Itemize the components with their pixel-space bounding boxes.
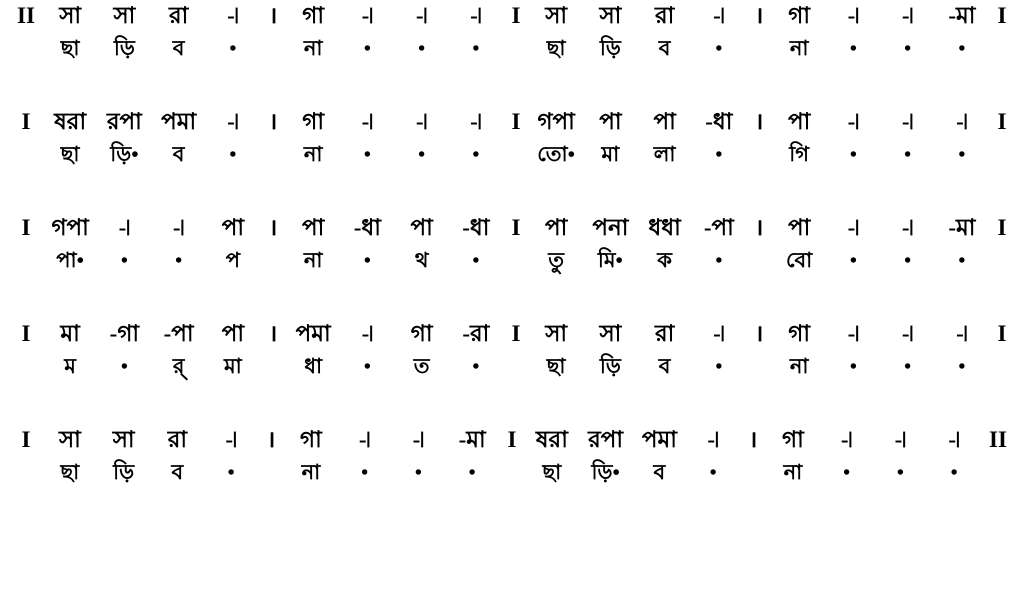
notation-cell: পা: [301, 215, 325, 240]
notation-cell: -ধা: [462, 215, 490, 240]
lyric-cell: ছা: [60, 142, 80, 166]
lyric-cell: পা•: [56, 248, 84, 272]
notation-cell: -৷: [361, 109, 374, 134]
lyric-cell: •: [418, 144, 426, 166]
notation-cell: -৷: [847, 109, 860, 134]
notation-cell: -৷: [901, 3, 914, 28]
notation-cell: -৷: [412, 427, 425, 452]
bar-marker: ।: [268, 109, 278, 134]
lyric-cell: •: [849, 38, 857, 60]
notation-cell: পমা: [295, 321, 331, 346]
notation-cell: -মা: [458, 427, 486, 452]
lyric-cell: •: [715, 144, 723, 166]
lyric-cell: •: [849, 144, 857, 166]
notation-cell: -৷: [358, 427, 371, 452]
lyric-cell: ড়ি•: [591, 460, 620, 484]
bar-marker: ।: [266, 427, 276, 452]
notation-cell: সা: [113, 3, 136, 28]
lyric-cell: •: [472, 356, 480, 378]
notation-cell: -৷: [847, 215, 860, 240]
notation-cell: -৷: [713, 3, 725, 28]
bar-marker: I: [511, 215, 521, 240]
notation-cell: -৷: [901, 321, 914, 346]
notation-cell: গপা: [51, 215, 89, 240]
notation-cell: -৷: [901, 109, 914, 134]
lyric-cell: ছা: [542, 460, 562, 484]
lyric-cell: •: [904, 38, 912, 60]
notation-cell: রা: [167, 427, 188, 452]
bar-marker: I: [997, 215, 1007, 240]
notation-cell: ষরা: [535, 427, 568, 452]
bar-marker: ।: [268, 3, 278, 28]
notation-cell: -৷: [948, 427, 960, 452]
notation-cell: -৷: [894, 427, 907, 452]
notation-cell: পা: [221, 215, 245, 240]
lyric-cell: ছা: [546, 354, 566, 378]
notation-cell: পমা: [641, 427, 677, 452]
notation-cell: -৷: [847, 3, 860, 28]
notation-cell: -৷: [713, 321, 725, 346]
bar-marker: ।: [268, 215, 278, 240]
lyric-cell: •: [709, 462, 717, 484]
notation-cell: -৷: [361, 321, 374, 346]
notation-cell: পমা: [161, 109, 197, 134]
bar-marker: I: [507, 427, 517, 452]
notation-cell: -৷: [470, 3, 482, 28]
lyric-cell: মা: [601, 142, 620, 166]
lyric-cell: •: [363, 38, 371, 60]
notation-row: [9, 106, 1015, 140]
lyric-cell: ম: [64, 354, 76, 378]
notation-cell: পা: [787, 109, 811, 134]
notation-cell: সা: [545, 3, 568, 28]
notation-cell: -মা: [948, 3, 976, 28]
lyric-cell: তো•: [537, 142, 575, 166]
notation-cell: -৷: [227, 109, 239, 134]
bar-marker: ।: [268, 321, 278, 346]
lyric-cell: •: [120, 250, 128, 272]
lyric-cell: গি: [789, 142, 810, 166]
notation-cell: -৷: [707, 427, 719, 452]
notation-cell: -৷: [227, 3, 239, 28]
notation-cell: রা: [654, 3, 675, 28]
notation-cell: -৷: [956, 321, 968, 346]
lyric-cell: ছা: [546, 36, 566, 60]
lyric-cell: •: [896, 462, 904, 484]
notation-cell: সা: [59, 3, 82, 28]
lyric-cell: •: [120, 356, 128, 378]
notation-cell: -৷: [118, 215, 131, 240]
bar-marker: I: [511, 3, 521, 28]
notation-cell: রা: [654, 321, 675, 346]
notation-cell: -৷: [415, 109, 428, 134]
lyric-cell: •: [468, 462, 476, 484]
notation-cell: মা: [60, 321, 80, 346]
bar-marker: I: [21, 109, 31, 134]
notation-cell: -মা: [948, 215, 976, 240]
bar-marker: I: [997, 109, 1007, 134]
notation-cell: -৷: [840, 427, 853, 452]
lyric-cell: •: [414, 462, 422, 484]
lyric-cell: মা: [223, 354, 242, 378]
lyric-cell: ধা: [304, 354, 323, 378]
lyric-cell: •: [363, 356, 371, 378]
lyric-cell: •: [950, 462, 958, 484]
lyric-cell: •: [843, 462, 851, 484]
lyric-cell: ড়ি: [599, 354, 621, 378]
notation-cell: ধধা: [648, 215, 681, 240]
notation-cell: পা: [410, 215, 433, 240]
lyric-cell: •: [363, 144, 371, 166]
bar-marker: I: [21, 427, 31, 452]
notation-cell: -৷: [470, 109, 482, 134]
lyric-cell: ছা: [60, 36, 80, 60]
lyrics-row: [9, 246, 1015, 278]
notation-cell: গা: [788, 3, 810, 28]
lyric-cell: •: [472, 250, 480, 272]
lyric-cell: ব: [653, 460, 666, 484]
notation-cell: রা: [168, 3, 189, 28]
lyric-cell: •: [418, 38, 426, 60]
bar-marker: I: [21, 321, 31, 346]
lyric-cell: •: [229, 144, 237, 166]
lyrics-row: [9, 352, 1015, 384]
notation-cell: সা: [112, 427, 135, 452]
lyric-cell: •: [904, 356, 912, 378]
notation-row: [9, 424, 1015, 458]
notation-cell: -৷: [172, 215, 185, 240]
notation-cell: পা: [787, 215, 811, 240]
lyrics-row: [9, 140, 1015, 172]
lyrics-row: [9, 458, 1015, 490]
notation-cell: -৷: [901, 215, 914, 240]
notation-cell: গা: [410, 321, 433, 346]
notation-cell: সা: [599, 3, 622, 28]
lyric-cell: প: [225, 248, 240, 272]
lyric-cell: ব: [171, 460, 184, 484]
notation-cell: গা: [782, 427, 804, 452]
notation-cell: -ধা: [353, 215, 381, 240]
lyric-cell: •: [904, 250, 912, 272]
lyric-cell: •: [715, 356, 723, 378]
notation-cell: গা: [300, 427, 322, 452]
lyric-cell: ব: [172, 36, 185, 60]
bar-marker: I: [511, 321, 521, 346]
notation-line: [0, 0, 1024, 106]
notation-line: [0, 212, 1024, 318]
notation-cell: -গা: [109, 321, 140, 346]
notation-cell: রপা: [588, 427, 624, 452]
lyric-cell: •: [958, 144, 966, 166]
lyric-cell: •: [958, 356, 966, 378]
notation-cell: -ধা: [705, 109, 733, 134]
lyric-cell: না: [789, 354, 809, 378]
notation-cell: পনা: [592, 215, 629, 240]
bar-marker: I: [21, 215, 31, 240]
lyric-cell: •: [904, 144, 912, 166]
notation-cell: পা: [653, 109, 676, 134]
lyric-cell: •: [849, 356, 857, 378]
lyric-cell: মি•: [597, 248, 623, 272]
notation-cell: -পা: [163, 321, 194, 346]
notation-row: [9, 0, 1015, 34]
lyric-cell: না: [789, 36, 809, 60]
lyric-cell: •: [472, 144, 480, 166]
notation-cell: -৷: [361, 3, 374, 28]
lyric-cell: •: [227, 462, 235, 484]
notation-cell: ষরা: [54, 109, 87, 134]
notation-cell: সা: [545, 321, 568, 346]
notation-cell: সা: [58, 427, 81, 452]
lyric-cell: •: [363, 250, 371, 272]
bar-marker: ।: [754, 321, 764, 346]
bar-marker: ।: [754, 109, 764, 134]
notation-line: [0, 106, 1024, 212]
lyric-cell: •: [849, 250, 857, 272]
notation-cell: -৷: [225, 427, 237, 452]
notation-cell: -৷: [415, 3, 428, 28]
lyric-cell: •: [958, 38, 966, 60]
lyric-cell: •: [229, 38, 237, 60]
bar-marker: ।: [754, 3, 764, 28]
lyric-cell: ড়ি: [113, 460, 135, 484]
lyric-cell: ড়ি: [113, 36, 135, 60]
lyric-cell: ড়ি: [599, 36, 621, 60]
lyric-cell: বো: [785, 248, 813, 272]
lyric-cell: •: [715, 38, 723, 60]
bar-marker: II: [17, 3, 35, 28]
lyric-cell: •: [472, 38, 480, 60]
notation-cell: -রা: [462, 321, 490, 346]
notation-cell: পা: [544, 215, 568, 240]
notation-line: [0, 318, 1024, 424]
lyric-cell: ব: [172, 142, 185, 166]
lyric-cell: ত: [413, 354, 430, 378]
bar-marker: I: [997, 3, 1007, 28]
bar-marker: I: [511, 109, 521, 134]
lyric-cell: না: [783, 460, 803, 484]
notation-row: [9, 318, 1015, 352]
notation-cell: -৷: [956, 109, 968, 134]
lyric-cell: ড়ি•: [110, 142, 139, 166]
notation-cell: গা: [302, 3, 324, 28]
lyric-cell: তু: [548, 248, 564, 272]
notation-cell: -৷: [847, 321, 860, 346]
bar-marker: ।: [748, 427, 758, 452]
bar-marker: ।: [754, 215, 764, 240]
bar-marker: II: [989, 427, 1007, 452]
notation-cell: রপা: [106, 109, 142, 134]
lyric-cell: না: [301, 460, 321, 484]
notation-line: [0, 424, 1024, 530]
notation-cell: পা: [221, 321, 245, 346]
bar-marker: I: [997, 321, 1007, 346]
notation-cell: পা: [599, 109, 622, 134]
notation-cell: -পা: [703, 215, 734, 240]
lyric-cell: ব: [658, 36, 671, 60]
lyric-cell: •: [175, 250, 183, 272]
notation-row: [9, 212, 1015, 246]
lyrics-row: [9, 34, 1015, 66]
lyric-cell: না: [303, 36, 323, 60]
lyric-cell: ব: [658, 354, 671, 378]
lyric-cell: ক: [657, 248, 672, 272]
lyric-cell: •: [361, 462, 369, 484]
notation-cell: সা: [599, 321, 622, 346]
notation-cell: গা: [302, 109, 324, 134]
notation-cell: গা: [788, 321, 810, 346]
lyric-cell: ছা: [60, 460, 80, 484]
lyric-cell: না: [303, 142, 323, 166]
lyric-cell: লা: [653, 142, 676, 166]
lyric-cell: •: [715, 250, 723, 272]
lyric-cell: র্: [172, 354, 185, 378]
lyric-cell: •: [958, 250, 966, 272]
lyric-cell: থ: [414, 248, 429, 272]
notation-cell: গপা: [537, 109, 575, 134]
lyric-cell: না: [303, 248, 323, 272]
